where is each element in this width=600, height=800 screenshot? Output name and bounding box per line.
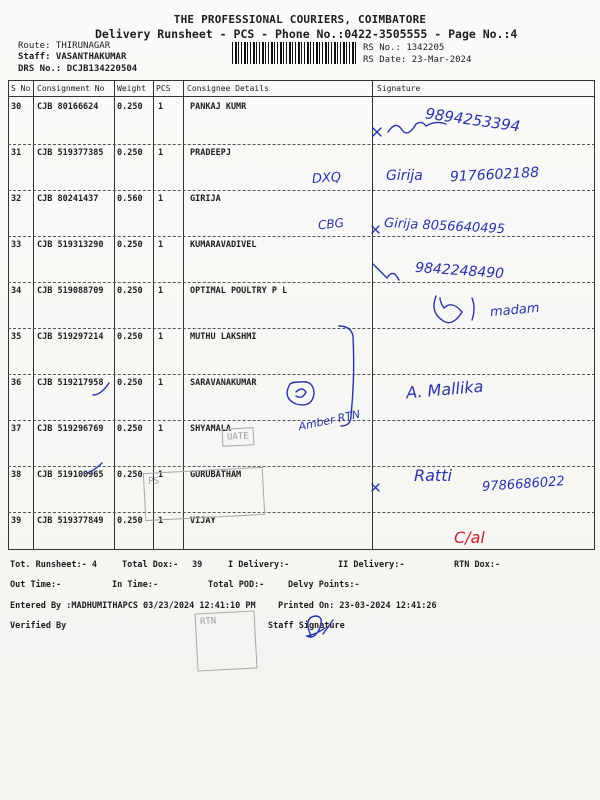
row-consignment: CJB 519297214 [37, 332, 104, 342]
row-pcs: 1 [158, 148, 164, 158]
row-sno: 36 [11, 378, 22, 388]
row-consignment: CJB 519100965 [37, 470, 104, 480]
row-pcs: 1 [158, 470, 164, 480]
handwritten-note: C/al [454, 528, 485, 547]
handwritten-note: Amber RTN [297, 407, 362, 434]
row-consignee: PRADEEPJ [190, 148, 231, 158]
row-consignment: CJB 519217958 [37, 378, 104, 388]
row-pcs: 1 [158, 516, 164, 526]
handwritten-phone: 9842248490 [414, 259, 505, 283]
col-header-consignment: Consignment No [37, 84, 105, 93]
row-consignment: CJB 519377849 [37, 516, 104, 526]
entered-by: Entered By :MADHUMITHAPCS 03/23/2024 12:41:10 PM [10, 601, 256, 611]
handwritten-note: madam [489, 300, 541, 321]
row-consignment: CJB 519377385 [37, 148, 104, 158]
row-consignee: GIRIJA [190, 194, 221, 204]
row-weight: 0.250 [117, 240, 143, 250]
row-consignee: OPTIMAL POULTRY P L [190, 286, 288, 296]
handwritten-signature: Girija 8056640495 [383, 215, 506, 238]
out-time-label: Out Time:- [10, 580, 62, 590]
col-header-signature: Signature [377, 84, 421, 93]
row-pcs: 1 [158, 378, 164, 388]
row-consignee: KUMARAVADIVEL [190, 240, 257, 250]
verified-by-label: Verified By [10, 621, 67, 631]
rs-date: RS Date: 23-Mar-2024 [363, 55, 472, 65]
row-consignee: SHYAMALA [190, 424, 231, 434]
row-consignment: CJB 80241437 [37, 194, 99, 204]
row-consignment: CJB 519313290 [37, 240, 104, 250]
row-weight: 0.560 [117, 194, 143, 204]
row-sno: 33 [11, 240, 22, 250]
handwritten-note: CBG [317, 215, 345, 233]
total-pod-label: Total POD:- [208, 580, 265, 590]
barcode [232, 42, 358, 64]
handwritten-signature: A. Mallika [405, 376, 485, 403]
row-sno: 38 [11, 470, 22, 480]
handwritten-name: Girija [386, 168, 423, 184]
handwritten-phone: 9786686022 [481, 474, 566, 495]
company-title: THE PROFESSIONAL COURIERS, COIMBATORE [173, 13, 427, 26]
row-pcs: 1 [158, 102, 164, 112]
table-row [8, 516, 595, 562]
row-weight: 0.250 [117, 332, 143, 342]
col-header-consignee: Consignee Details [187, 84, 269, 93]
handwritten-phone: 9894253394 [424, 104, 522, 136]
row-pcs: 1 [158, 424, 164, 434]
table-row [8, 332, 595, 378]
col-header-sno: S No [11, 84, 31, 93]
delvy-points-label: Delvy Points:- [288, 580, 360, 590]
row-consignee: GURUBATHAM [190, 470, 242, 480]
staff-signature-label: Staff Signature [268, 621, 345, 631]
faded-stamp: RTN [195, 610, 258, 671]
row-weight: 0.250 [117, 102, 143, 112]
handwritten-note: DXQ [311, 170, 342, 187]
faded-stamp: UATE [222, 427, 255, 447]
row-sno: 31 [11, 148, 22, 158]
row-sno: 37 [11, 424, 22, 434]
row-weight: 0.250 [117, 516, 143, 526]
drs-number: DRS No.: DCJB134220504 [18, 64, 138, 74]
total-dox-label: Total Dox:- [122, 560, 179, 570]
printed-on: Printed On: 23-03-2024 12:41:26 [278, 601, 437, 611]
staff-label: Staff: VASANTHAKUMAR [18, 52, 127, 62]
i-delivery-label: I Delivery:- [228, 560, 290, 570]
in-time-label: In Time:- [112, 580, 159, 590]
row-consignment: CJB 80166624 [37, 102, 99, 112]
faded-stamp: PS [143, 467, 265, 521]
total-dox-value: 39 [192, 560, 203, 570]
rs-number: RS No.: 1342205 [363, 43, 445, 53]
tot-runsheet: Tot. Runsheet:- 4 [10, 560, 97, 570]
row-weight: 0.250 [117, 286, 143, 296]
table-row [8, 240, 595, 286]
row-sno: 32 [11, 194, 22, 204]
row-weight: 0.250 [117, 424, 143, 434]
row-weight: 0.250 [117, 470, 143, 480]
table-row [8, 194, 595, 240]
row-pcs: 1 [158, 332, 164, 342]
rtn-dox-label: RTN Dox:- [454, 560, 501, 570]
row-sno: 35 [11, 332, 22, 342]
row-weight: 0.250 [117, 148, 143, 158]
handwritten-phone: 9176602188 [449, 164, 540, 186]
row-sno: 39 [11, 516, 22, 526]
handwritten-signature: Ratti [414, 466, 452, 485]
row-sno: 34 [11, 286, 22, 296]
row-consignee: VIJAY [190, 516, 216, 526]
route-label: Route: THIRUNAGAR [18, 41, 111, 51]
row-pcs: 1 [158, 286, 164, 296]
row-consignee: SARAVANAKUMAR [190, 378, 257, 388]
col-header-pcs: PCS [156, 84, 171, 93]
row-pcs: 1 [158, 194, 164, 204]
row-consignee: PANKAJ KUMR [190, 102, 247, 112]
table-row [8, 378, 595, 424]
ii-delivery-label: II Delivery:- [338, 560, 405, 570]
row-consignment: CJB 519296769 [37, 424, 104, 434]
runsheet-title: Delivery Runsheet - PCS - Phone No.:0422-3505555 - Page No.:4 [95, 27, 518, 41]
row-consignee: MUTHU LAKSHMI [190, 332, 257, 342]
col-header-weight: Weight [117, 84, 146, 93]
row-pcs: 1 [158, 240, 164, 250]
row-consignment: CJB 519088709 [37, 286, 104, 296]
row-sno: 30 [11, 102, 22, 112]
row-weight: 0.250 [117, 378, 143, 388]
